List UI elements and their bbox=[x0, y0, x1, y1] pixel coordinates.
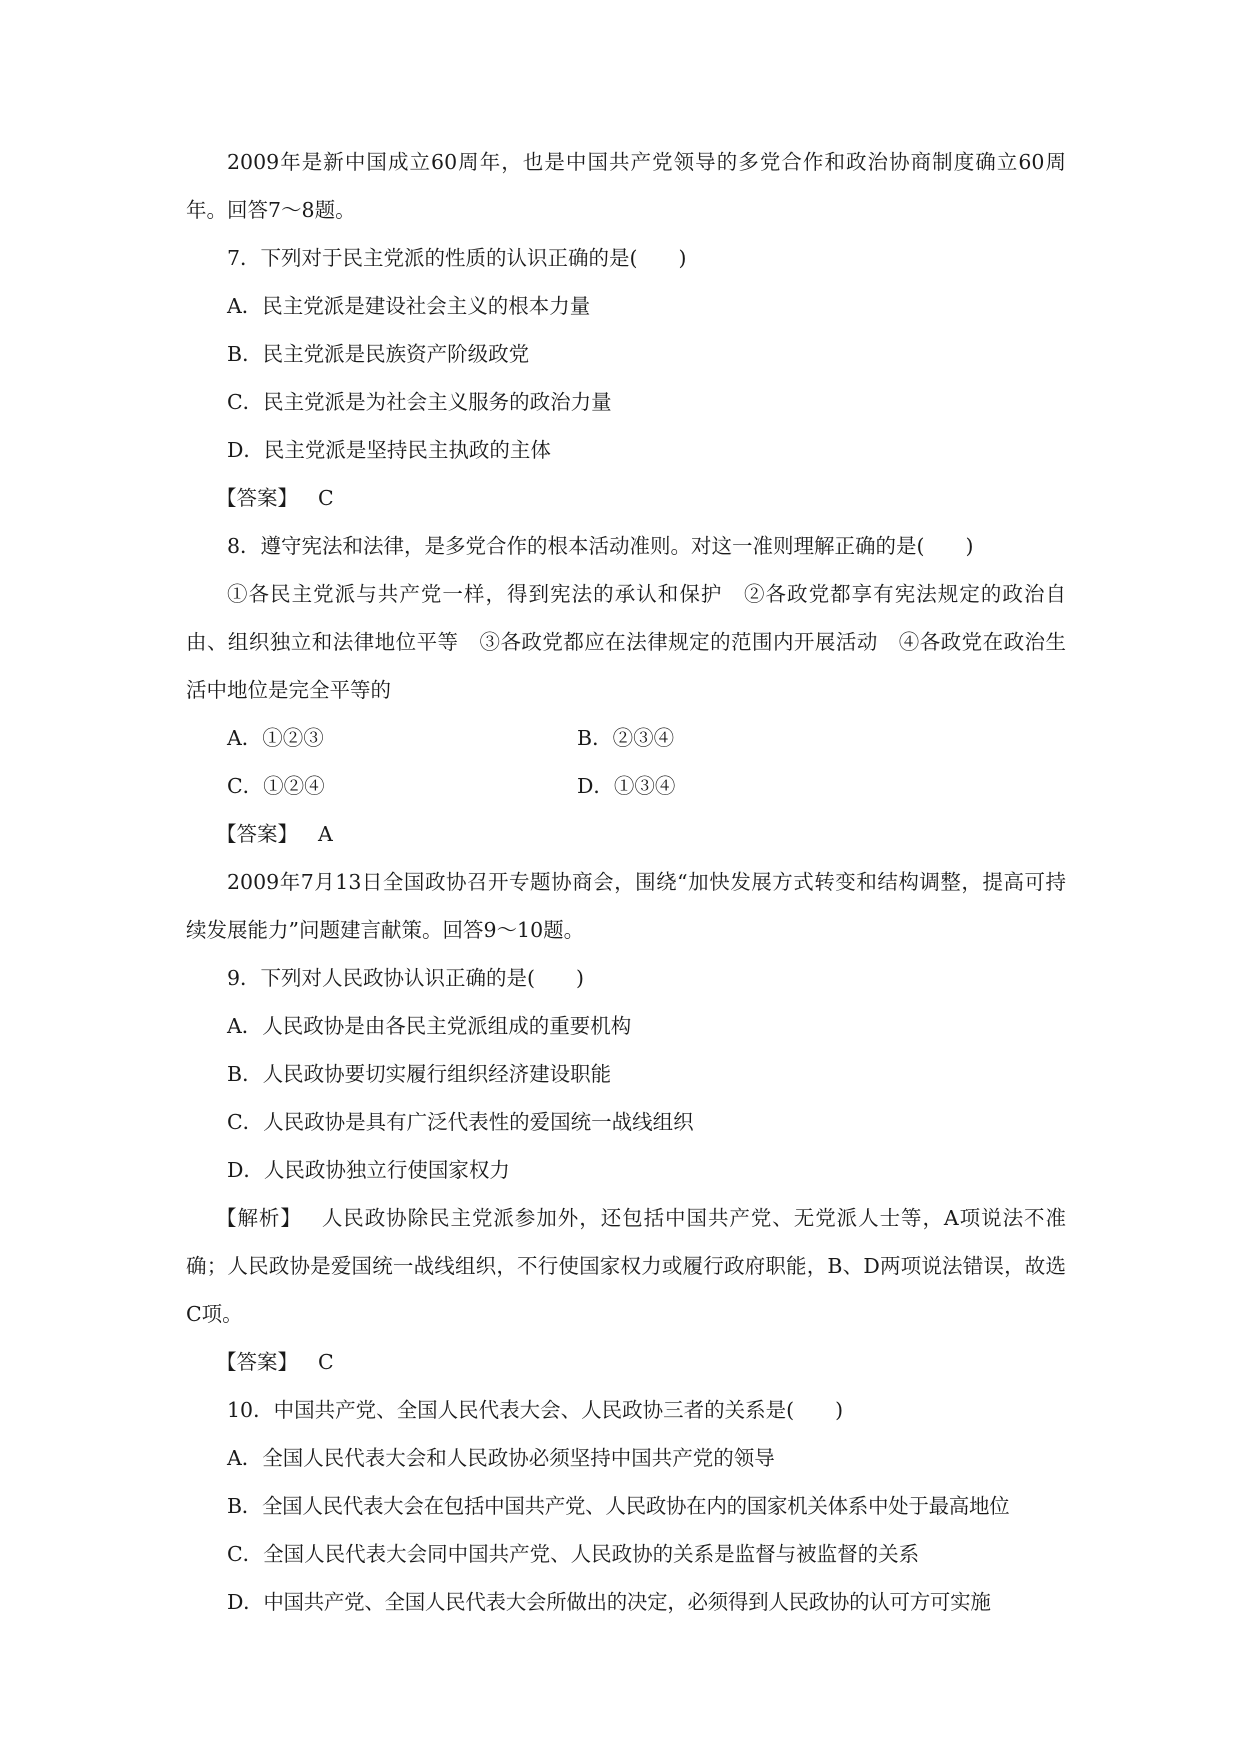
answer-tag: 【答案】 bbox=[216, 822, 298, 846]
question-7-option-a: A．民主党派是建设社会主义的根本力量 bbox=[227, 294, 591, 318]
question-10-stem: 10．中国共产党、全国人民代表大会、人民政协三者的关系是( ) bbox=[227, 1398, 844, 1422]
question-9-analysis bbox=[186, 1194, 1066, 1338]
question-8-statements: ①各民主党派与共产党一样，得到宪法的承认和保护 ②各政党都享有宪法规定的政治自由、组织独立和法律地位平等 ③各政党都应在法律规定的范围内开展活动 ④各政党在政治生活中地位是完全平等的 bbox=[186, 582, 1066, 702]
question-7-stem: 7．下列对于民主党派的性质的认识正确的是( ) bbox=[227, 246, 687, 270]
answer-tag: 【答案】 bbox=[216, 1350, 298, 1374]
question-9-option-a: A．人民政协是由各民主党派组成的重要机构 bbox=[227, 1014, 632, 1038]
answer-tag: 【答案】 bbox=[216, 486, 298, 510]
question-7-answer bbox=[186, 474, 1066, 522]
question-10-option-d: D．中国共产党、全国人民代表大会所做出的决定，必须得到人民政协的认可方可实施 bbox=[227, 1590, 991, 1614]
question-8-options-row-1 bbox=[186, 714, 1066, 762]
answer-value: C bbox=[318, 486, 334, 510]
question-7-option-c: C．民主党派是为社会主义服务的政治力量 bbox=[227, 390, 612, 414]
question-8-answer bbox=[186, 810, 1066, 858]
document-page bbox=[186, 138, 1066, 1626]
analysis-text: 人民政协除民主党派参加外，还包括中国共产党、无党派人士等，A项说法不准确；人民政协是爱国统一战线组织，不行使国家权力或履行政府职能，B、D两项说法错误，故选C项。 bbox=[186, 1206, 1066, 1326]
question-8-option-d: D．①③④ bbox=[577, 774, 676, 798]
question-7-option-b: B．民主党派是民族资产阶级政党 bbox=[227, 342, 530, 366]
question-9-option-b: B．人民政协要切实履行组织经济建设职能 bbox=[227, 1062, 612, 1086]
question-9-option-c: C．人民政协是具有广泛代表性的爱国统一战线组织 bbox=[227, 1110, 694, 1134]
analysis-tag: 【解析】 bbox=[216, 1206, 302, 1230]
answer-value: C bbox=[318, 1350, 334, 1374]
question-8-option-b: B．②③④ bbox=[577, 726, 675, 750]
question-9-stem: 9．下列对人民政协认识正确的是( ) bbox=[227, 966, 585, 990]
intro-paragraph-1: 2009年是新中国成立60周年，也是中国共产党领导的多党合作和政治协商制度确立60周年。回答7～8题。 bbox=[186, 150, 1066, 222]
question-10-option-a: A．全国人民代表大会和人民政协必须坚持中国共产党的领导 bbox=[227, 1446, 775, 1470]
question-10-option-c: C．全国人民代表大会同中国共产党、人民政协的关系是监督与被监督的关系 bbox=[227, 1542, 920, 1566]
question-9-option-d: D．人民政协独立行使国家权力 bbox=[227, 1158, 510, 1182]
question-8-option-a: A．①②③ bbox=[227, 726, 324, 750]
intro-paragraph-2: 2009年7月13日全国政协召开专题协商会，围绕“加快发展方式转变和结构调整，提高可持续发展能力”问题建言献策。回答9～10题。 bbox=[186, 870, 1066, 942]
question-8-options-row-2 bbox=[186, 762, 1066, 810]
question-8-stem: 8．遵守宪法和法律，是多党合作的根本活动准则。对这一准则理解正确的是( ) bbox=[227, 534, 974, 558]
question-7-option-d: D．民主党派是坚持民主执政的主体 bbox=[227, 438, 551, 462]
question-8-option-c: C．①②④ bbox=[227, 774, 325, 798]
question-9-answer bbox=[186, 1338, 1066, 1386]
question-10-option-b: B．全国人民代表大会在包括中国共产党、人民政协在内的国家机关体系中处于最高地位 bbox=[227, 1494, 1010, 1518]
answer-value: A bbox=[318, 822, 333, 846]
